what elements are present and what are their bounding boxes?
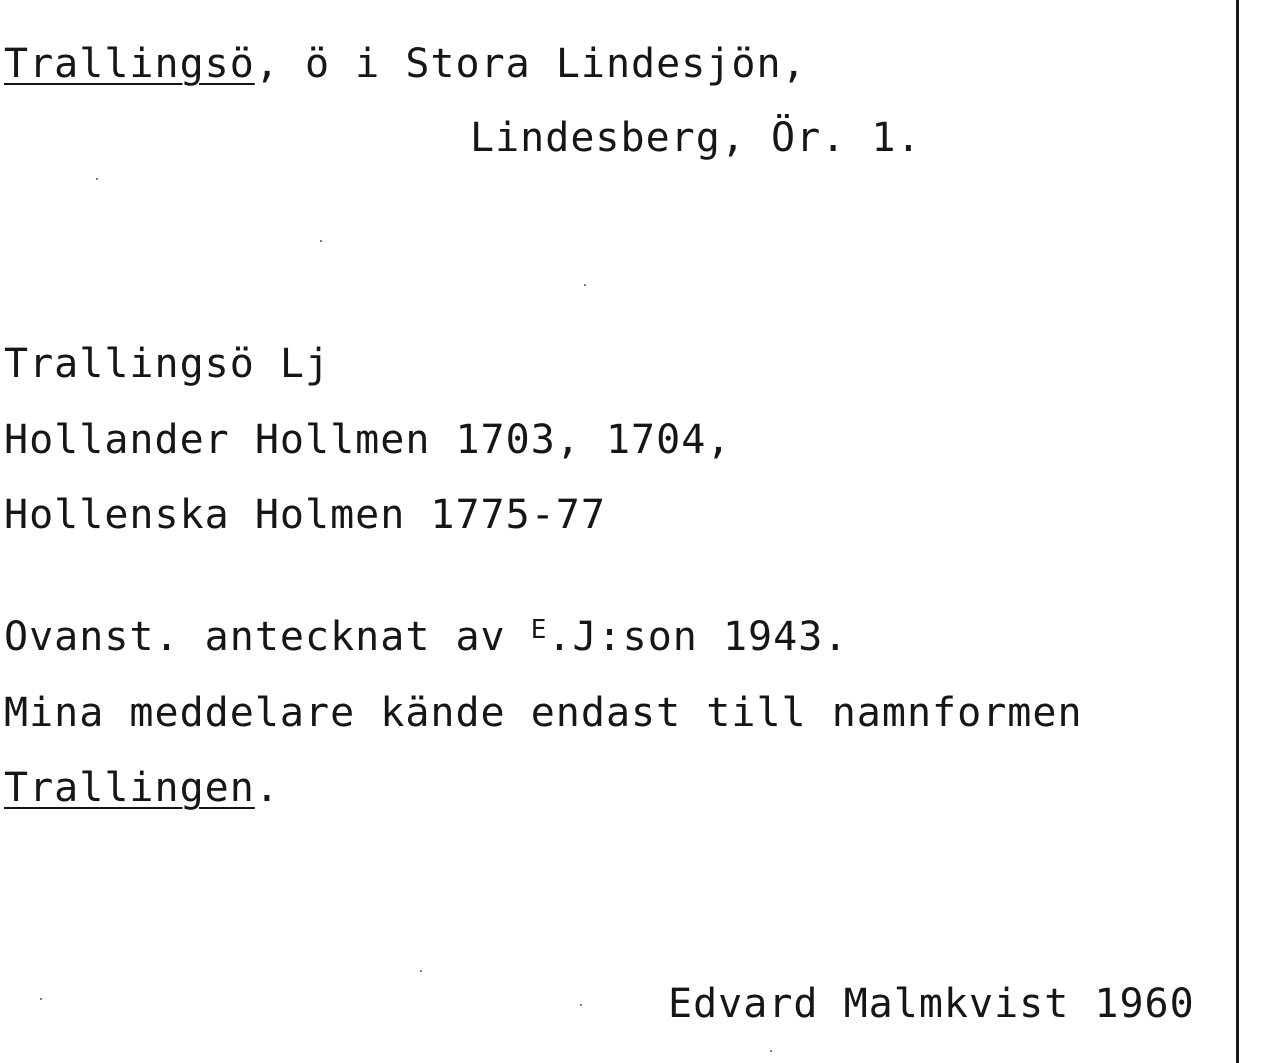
scan-speck <box>420 970 422 972</box>
card-edge <box>1236 0 1239 1063</box>
scan-speck <box>584 284 586 286</box>
note-line-3 <box>4 765 280 811</box>
place-name: Trallingsö <box>4 41 255 87</box>
signature: Edvard Malmkvist 1960 <box>668 981 1195 1027</box>
name-form-2: Hollander Hollmen 1703, 1704, <box>4 417 732 463</box>
note-line-1 <box>4 614 849 660</box>
note-line-1-start: Ovanst. antecknat av <box>4 614 531 660</box>
scan-speck <box>96 178 98 180</box>
name-form-1: Trallingsö Lj <box>4 341 331 387</box>
note-line-3-end: . <box>254 765 280 811</box>
scan-speck <box>770 1050 772 1052</box>
scan-speck <box>40 998 42 1000</box>
recorded-name: Trallingen <box>4 765 255 811</box>
scan-speck <box>320 240 322 242</box>
scan-speck <box>580 1004 582 1006</box>
name-form-3: Hollenska Holmen 1775-77 <box>4 492 606 538</box>
place-location: , ö i Stora Lindesjön, <box>254 41 807 87</box>
note-line-2: Mina meddelare kände endast till namnformen <box>4 690 1083 736</box>
header-line-1 <box>4 41 807 87</box>
note-line-1-end: .J:son 1943. <box>547 614 849 660</box>
note-initial: E <box>530 615 548 645</box>
header-line-2: Lindesberg, Ör. 1. <box>470 115 922 161</box>
